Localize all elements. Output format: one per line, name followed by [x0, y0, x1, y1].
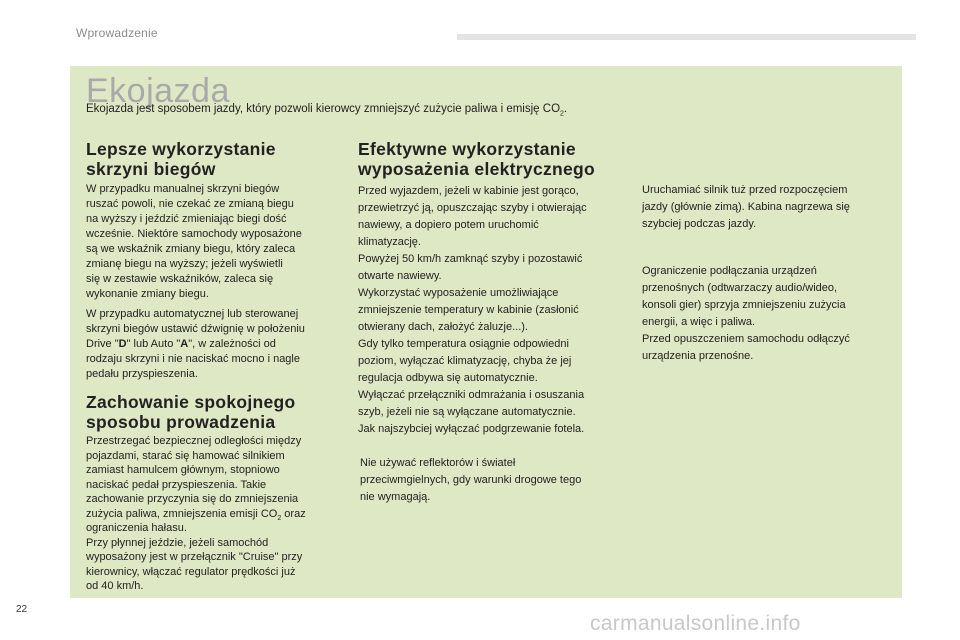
- gearbox-line: zmianę biegu na wyższy; jeżeli wyświetli: [86, 258, 283, 270]
- gearbox-manual-paragraph: [86, 182, 346, 302]
- lights-line: Nie używać reflektorów i świateł: [360, 457, 516, 469]
- gearbox-auto-line: skrzyni biegów ustawić dźwignię w położeniu: [86, 323, 305, 335]
- gearbox-line: W przypadku manualnej skrzyni biegów: [86, 183, 280, 195]
- heading-gearbox-line1: Lepsze wykorzystanie: [86, 139, 276, 159]
- text-run: " lub Auto ": [126, 338, 181, 350]
- calm-line: wyposażony jest w przełącznik "Cruise" przy: [86, 551, 303, 563]
- section-header: Wprowadzenie: [76, 26, 158, 40]
- engine-start-paragraph: [642, 182, 897, 233]
- calm-line: pojazdami, starać się hamować silnikiem: [86, 449, 285, 462]
- electrical-line: nawiewy, a dopiero potem uruchomić: [358, 219, 539, 231]
- electrical-line: Powyżej 50 km/h zamknąć szyby i pozostawić: [358, 253, 583, 265]
- heading-calm-line1: Zachowanie spokojnego: [86, 392, 296, 412]
- watermark: carmanualsonline.info: [590, 612, 801, 635]
- electrical-line: Gdy tylko temperatura osiągnie odpowiedni: [358, 338, 569, 350]
- gearbox-line: na wyższy i jeździć zmieniając biegi dość: [86, 213, 287, 225]
- intro-sub: 2: [560, 110, 564, 118]
- heading-electrical-line1: Efektywne wykorzystanie: [358, 139, 576, 159]
- electrical-line: Jak najszybciej wyłączać podgrzewanie fotela.: [358, 423, 585, 435]
- gearbox-line: wcześnie. Niektóre samochody wyposażone: [86, 228, 302, 240]
- intro-main: Ekojazda jest sposobem jazdy, który pozwoli kierowcy zmniejszyć zużycie paliwa i emisję CO: [86, 103, 561, 115]
- intro-end: .: [563, 103, 568, 115]
- text-run: Drive ": [86, 338, 119, 350]
- electrical-line: Wyłączać przełączniki odmrażania i osuszania: [358, 389, 585, 401]
- calm-line: zachowanie przyczynia się do zmniejszenia: [86, 493, 299, 505]
- drive-mode-d: D: [118, 338, 127, 350]
- electrical-line: poziom, wyłączać klimatyzację, chyba że jej: [358, 355, 572, 367]
- text-run: zużycia paliwa, zmniejszenia emisji CO: [86, 507, 278, 520]
- devices-line: energii, a więc i paliwa.: [642, 316, 756, 328]
- calm-line: ograniczenia hałasu.: [86, 522, 187, 534]
- calm-line: [86, 507, 356, 522]
- calm-line: Przy płynnej jeździe, jeżeli samochód: [86, 536, 269, 549]
- intro-text: [86, 103, 567, 117]
- text-run: ", w zależności od: [188, 338, 276, 350]
- electrical-line: szyb, jeżeli nie są wyłączane automatycznie.: [358, 406, 576, 418]
- co2-subscript: 2: [277, 514, 282, 522]
- gearbox-auto-paragraph: [86, 307, 346, 382]
- electrical-line: klimatyzację.: [358, 236, 421, 248]
- gearbox-line: ruszać powoli, nie czekać ze zmianą biegu: [86, 198, 294, 210]
- electrical-line: przewietrzyć ją, opuszczając szyby i otwierając: [358, 202, 587, 214]
- heading-gearbox-line2: skrzyni biegów: [86, 159, 216, 179]
- lights-paragraph: [360, 455, 635, 506]
- page-number: 22: [16, 604, 28, 615]
- calm-line: kierownicy, włączać regulator prędkości już: [86, 565, 296, 578]
- calm-line: Przestrzegać bezpiecznej odległości między: [86, 435, 302, 447]
- portable-devices-paragraph: [642, 263, 897, 365]
- devices-line: przenośnych (odtwarzaczy audio/wideo,: [642, 282, 838, 294]
- engine-line: jazdy (głównie zimą). Kabina nagrzewa się: [642, 201, 850, 213]
- gearbox-auto-line: pedału przyspieszenia.: [86, 368, 198, 380]
- header-rule: [457, 34, 916, 40]
- heading-gearbox: [86, 139, 276, 179]
- calm-line: naciskać pedał przyspieszenia. Takie: [86, 478, 267, 491]
- devices-line: urządzenia przenośne.: [642, 350, 754, 362]
- devices-line: konsoli gier) sprzyja zmniejszeniu zużycia: [642, 299, 846, 311]
- electrical-line: regulacja odbywa się automatycznie.: [358, 372, 538, 384]
- text-run: oraz: [281, 507, 306, 520]
- electrical-line: otwarte nawiewy.: [358, 270, 442, 282]
- electrical-line: otwierany dach, założyć żaluzje...).: [358, 321, 528, 333]
- heading-calm-driving: [86, 392, 296, 432]
- devices-line: Ograniczenie podłączania urządzeń: [642, 265, 817, 277]
- page-title: Ekojazda: [86, 72, 230, 110]
- electrical-line: Wykorzystać wyposażenie umożliwiające: [358, 287, 559, 299]
- lights-line: przeciwmgielnych, gdy warunki drogowe tego: [360, 474, 582, 486]
- electrical-paragraph: [358, 183, 633, 438]
- calm-driving-paragraph: [86, 434, 356, 594]
- heading-electrical: [358, 139, 595, 179]
- gearbox-auto-line: rodzaju skrzyni i nie naciskać mocno i nagle: [86, 353, 300, 365]
- gearbox-auto-line: W przypadku automatycznej lub sterowanej: [86, 308, 299, 320]
- calm-line: od 40 km/h.: [86, 580, 144, 592]
- gearbox-auto-line: [86, 337, 346, 352]
- gearbox-line: wykonanie zmiany biegu.: [86, 288, 209, 300]
- lights-line: nie wymagają.: [360, 491, 431, 503]
- devices-line: Przed opuszczeniem samochodu odłączyć: [642, 333, 850, 345]
- engine-line: Uruchamiać silnik tuż przed rozpoczęciem: [642, 184, 848, 196]
- calm-line: zamiast hamulcem głównym, stopniowo: [86, 464, 280, 476]
- engine-line: szybciej podczas jazdy.: [642, 218, 757, 230]
- electrical-line: zmniejszenie temperatury w kabinie (zasłonić: [358, 304, 579, 316]
- heading-electrical-line2: wyposażenia elektrycznego: [358, 159, 596, 179]
- gearbox-line: są we wskaźnik zmiany biegu, który zaleca: [86, 243, 296, 255]
- heading-calm-line2: sposobu prowadzenia: [86, 412, 276, 432]
- drive-mode-a: A: [180, 338, 189, 350]
- gearbox-line: się w zestawie wskaźników, zaleca się: [86, 273, 274, 285]
- electrical-line: Przed wyjazdem, jeżeli w kabinie jest gorąco,: [358, 185, 579, 197]
